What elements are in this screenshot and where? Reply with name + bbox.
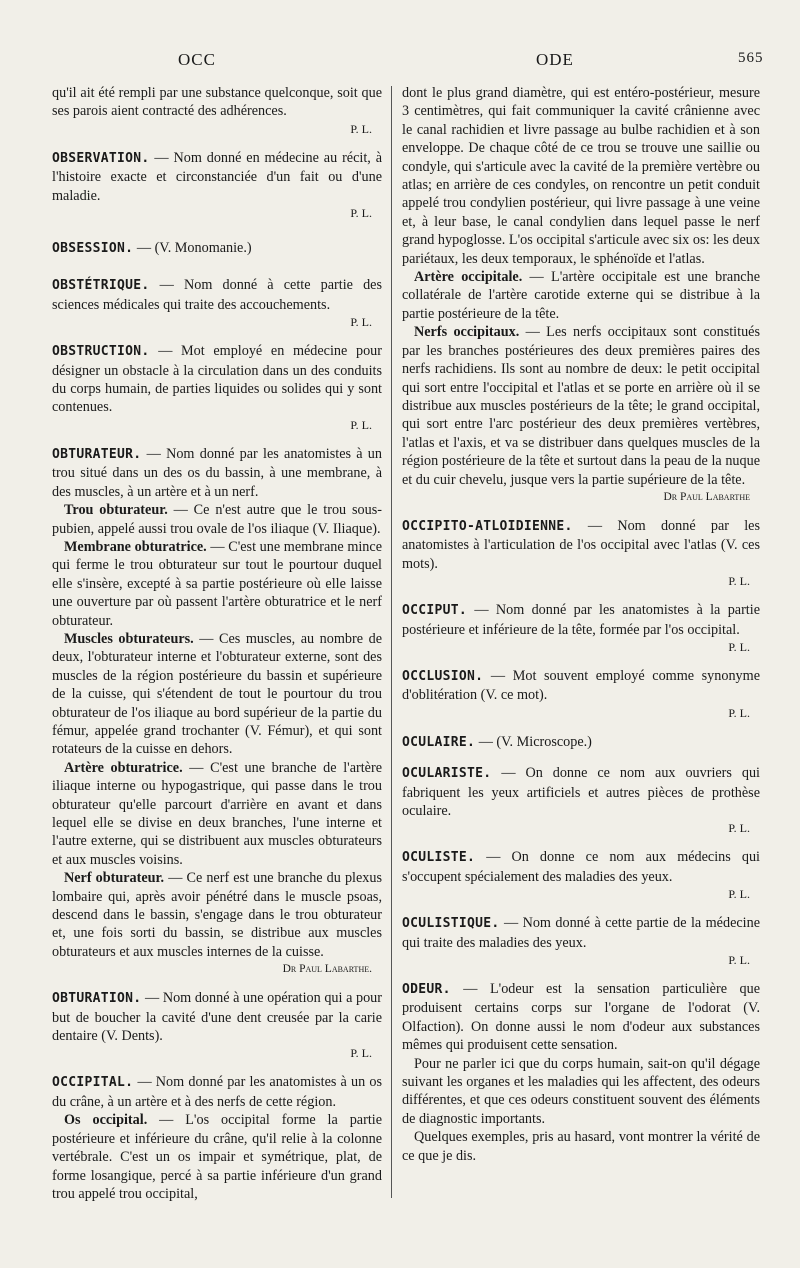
subheadword: Muscles obturateurs. [64, 630, 194, 647]
signature: P. L. [728, 705, 750, 720]
entry-occiput [402, 601, 760, 639]
entry-text: — Mot souvent employé comme synonyme d'oblitération (V. ce mot). [402, 667, 760, 704]
subentry-artere-occipitale [402, 268, 760, 323]
entry-obsession [52, 239, 382, 258]
subentry-os-occipital [52, 1111, 382, 1203]
subentry-nerfs-occipitaux [402, 323, 760, 489]
headword: ODEUR. [402, 982, 451, 998]
entry-text: — C'est une branche de l'artère iliaque interne ou hypogastrique, qui passe dans le trou obturateur qu'elle parcourt d'arrière en avant et dans lequel elle se divise en deux branches, l'une interne et l'autre externe, qui se distribuent aux muscles obturateurs et aux muscles voisins. [52, 759, 382, 868]
entry-text: — Nom donné à une opération qui a pour but de boucher la cavité d'une dent creusée par la carie dentaire (V. Dents). [52, 990, 382, 1045]
right-column [402, 84, 760, 1165]
subheadword: Trou obturateur. [64, 502, 168, 519]
headword: OBTURATION. [52, 991, 142, 1007]
entry-oculariste [402, 764, 760, 820]
entry-occipital [52, 1073, 382, 1111]
entry-text: — Nom donné en médecine au récit, à l'histoire exacte et circonstanciée d'un fait ou d'une maladie. [52, 149, 382, 204]
entry-text: — (V. Microscope.) [475, 733, 592, 750]
signature: P. L. [350, 121, 372, 136]
entry-oculaire [402, 733, 760, 752]
subentry-muscles-obturateurs [52, 630, 382, 759]
headword: OBSTÉTRIQUE. [52, 278, 150, 294]
continued-text: qu'il ait été rempli par une substance quelconque, soit que ses parois aient contracté des adhérences. [52, 85, 382, 120]
entry-occipito-atloidienne [402, 517, 760, 573]
subheadword: Membrane obturatrice. [64, 538, 207, 555]
entry-text: — Ce nerf est une branche du plexus lombaire qui, après avoir pénétré dans le muscle psoas, descend dans le bassin, s'engage dans le trou obturateur et, une fois sorti du bassin, se distribue aux muscles obturateurs et aux muscles internes de la cuisse. [52, 870, 382, 960]
headword: OCULAIRE. [402, 734, 476, 750]
entry-text: — On donne ce nom aux médecins qui s'occupent spécialement des maladies des yeux. [402, 849, 760, 885]
entry-text: — Nom donné par les anatomistes à un os du crâne, à un artère et à des nerfs de cette région. [52, 1074, 382, 1110]
headword: OCULISTE. [402, 850, 476, 866]
subentry-artere-obturatrice [52, 759, 382, 869]
entry-text: — L'artère occipitale est une branche collatérale de l'artère carotide externe qui se distribue à la partie postérieure de la tête. [402, 269, 760, 322]
subheadword: Nerf obturateur. [64, 870, 165, 887]
entry-obturation [52, 989, 382, 1045]
signature: P. L. [728, 574, 750, 589]
signature: P. L. [350, 1046, 372, 1061]
author-signature: Dr Paul Labarthe [663, 490, 750, 503]
entry-oculistique [402, 914, 760, 952]
entry-text: — On donne ce nom aux ouvriers qui fabriquent les yeux artificiels et autres pièces de prothèse oculaire. [402, 765, 760, 819]
entry-odeur [402, 980, 760, 1055]
entry-obstetrique [52, 276, 382, 314]
entry-text: — Nom donné à cette partie de la médecine qui traite des maladies des yeux. [402, 915, 760, 951]
signature: P. L. [728, 953, 750, 968]
entry-text: — Nom donné par les anatomistes à la partie postérieure et inférieure de la tête, formée par l'os occipital. [402, 602, 760, 638]
subheadword: Artère occipitale. [414, 269, 523, 286]
author-signature: Dr Paul Labarthe. [282, 963, 372, 976]
entry-text: — Nom donné par les anatomistes à un trou situé dans un des os du bassin, à une membrane, à des muscles, à un artère et à un nerf. [52, 445, 382, 500]
subheadword: Os occipital. [64, 1112, 148, 1129]
running-header [0, 50, 800, 70]
signature: P. L. [350, 315, 372, 330]
left-column [52, 84, 382, 1203]
headword: OCULISTIQUE. [402, 916, 500, 932]
entry-obturateur [52, 445, 382, 501]
header-left-guideword: OCC [178, 50, 216, 69]
entry-text: — Nom donné par les anatomistes à l'articulation de l'os occipital avec l'atlas (V. ces mots). [402, 517, 760, 572]
headword: OCCIPITAL. [52, 1075, 134, 1091]
entry-text: — Nom donné à cette partie des sciences médicales qui traite des accouchements. [52, 277, 382, 313]
entry-text: — (V. Monomanie.) [133, 240, 252, 257]
entry-text: — Mot employé en médecine pour désigner un obstacle à la circulation dans un des conduits du corps humain, de parties liquides ou solides qui y sont contenues. [52, 343, 382, 416]
entry-text: — L'odeur est la sensation particulière que produisent certains corps sur l'organe de l'odorat (V. Olfaction). On donne aussi le nom d'odeur aux substances mêmes qui produisent cette sensation. [402, 981, 760, 1054]
subheadword: Nerfs occipitaux. [414, 324, 520, 341]
entry-text: — Les nerfs occipitaux sont constitués par les branches postérieures des deux premières paires des nerfs rachidiens. Ils sont au nombre de deux: le petit occipital qui sort entre l'occipital et l'atlas et se porte en arrière où il se distribue aux muscles postérieurs de la tête; le grand occipital, qui sort entre l'arc postérieur des deux premières vertèbres, l'atlas et l'axis, et va se distribuer dans quelques muscles de la région postérieure de la tête et surtout dans la peau de la nuque et du cuir chevelu, jusque vers la partie supérieure de la tête. [402, 324, 760, 488]
entry-oculiste [402, 848, 760, 886]
subentry-membrane-obturatrice [52, 538, 382, 630]
page-number: 565 [738, 50, 764, 66]
header-right-guideword: ODE [536, 50, 574, 69]
entry-obstruction [52, 342, 382, 417]
paragraph-odeur-2: Pour ne parler ici que du corps humain, sait-on qu'il dégage suivant les organes et les maladies qui les affectent, des odeurs différentes, et que ces odeurs constituent souvent des éléments de diagnostic importants. [402, 1055, 760, 1127]
continued-text: dont le plus grand diamètre, qui est entéro-postérieur, mesure 3 centimètres, qui fait communiquer la cavité crânienne avec le canal rachidien et livre passage au bulbe rachidien et à son enveloppe. De chaque côté de ce trou se trouve une saillie ou condyle, qui s'articule avec la cavité de la première vertèbre ou atlas; en arrière de ces condyles, on rencontre un petit conduit appelé trou condylien postérieur, qui livre passage à une veine et, à leur base, le canal condylien dans lequel passe le nerf grand hypoglosse. L'os occipital s'articule avec six os: les deux pariétaux, les deux temporaux, le sphénoïde et l'atlas. [402, 85, 760, 267]
subentry-trou-obturateur [52, 501, 382, 538]
entry-observation [52, 149, 382, 205]
headword: OCCIPITO-ATLOIDIENNE. [402, 518, 573, 534]
headword: OCCIPUT. [402, 603, 468, 619]
subentry-nerf-obturateur [52, 869, 382, 961]
entry-occlusion [402, 667, 760, 705]
headword: OCULARISTE. [402, 766, 492, 782]
entry-text: — C'est une membrane mince qui ferme le trou obturateur sur tout le pourtour duquel elle s'insère, excepté à sa partie postérieure où elle laisse une ouverture par où passent l'artère obturatrice et le nerf obturateur. [52, 538, 382, 629]
signature: P. L. [728, 887, 750, 902]
signature: P. L. [350, 417, 372, 432]
headword: OBTURATEUR. [52, 446, 142, 462]
headword: OBSESSION. [52, 241, 134, 257]
headword: OBSTRUCTION. [52, 344, 150, 360]
column-divider [391, 86, 392, 1198]
signature: P. L. [728, 639, 750, 654]
paragraph-odeur-3: Quelques exemples, pris au hasard, vont montrer la vérité de ce que je dis. [402, 1129, 760, 1164]
headword: OCCLUSION. [402, 668, 484, 684]
signature: P. L. [728, 821, 750, 836]
entry-text: — Ces muscles, au nombre de deux, l'obturateur interne et l'obturateur externe, sont des muscles de la région postérieure du bassin et supérieure de la cuisse, qui s'étendent de tout le pourtour du trou obturateur de l'os iliaque au bord supérieur de la partie du fémur, appelée grand trochanter (V. Fémur), et qui sont rotateurs de la cuisse en dehors. [52, 630, 382, 758]
signature: P. L. [350, 206, 372, 221]
entry-text: — Ce n'est autre que le trou sous-pubien, appelé aussi trou ovale de l'os iliaque (V. Iliaque). [52, 502, 382, 537]
subheadword: Artère obturatrice. [64, 759, 183, 776]
entry-text: — L'os occipital forme la partie postérieure et inférieure du crâne, qu'il relie à la colonne vertébrale. C'est un os impair et symétrique, plat, de forme losangique, percé à sa partie inférieure d'un grand trou appelé trou occipital, [52, 1112, 383, 1202]
headword: OBSERVATION. [52, 150, 150, 166]
